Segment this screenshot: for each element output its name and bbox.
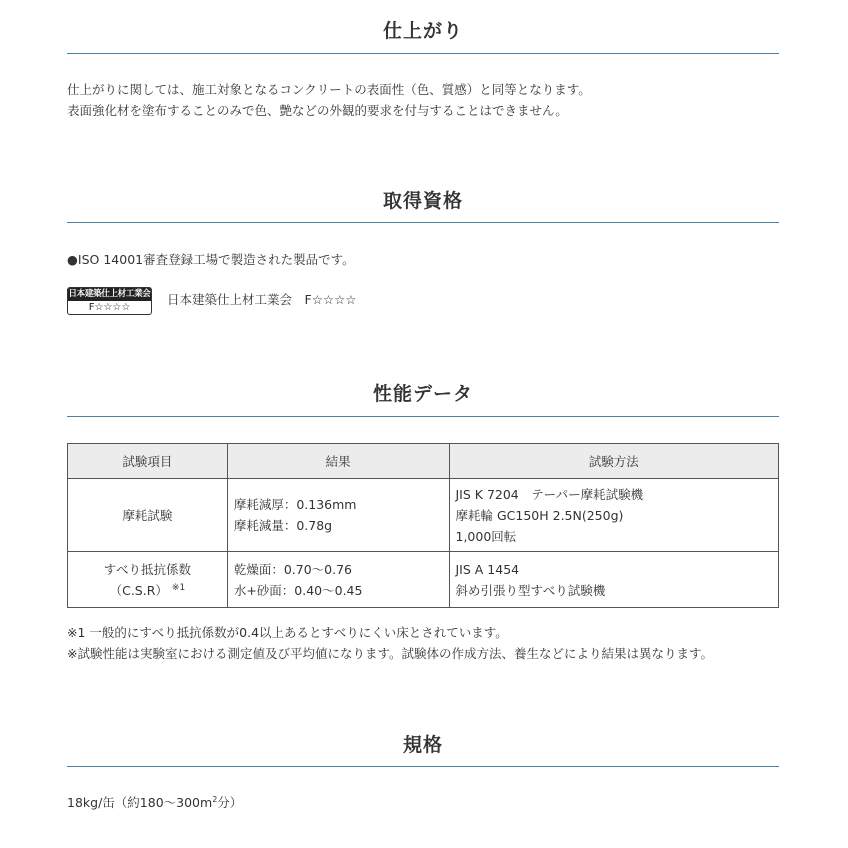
slip-resistance-method [449,552,779,608]
method-line: 斜め引張り型すべり試験機 [455,582,606,598]
badge-bottom-label: F☆☆☆☆ [88,302,131,313]
slip-item-line-2 [74,580,221,601]
slip-resistance-result [227,552,449,608]
result-line: 乾燥面：0.70～0.76 [233,561,352,577]
abrasion-test-result [227,479,449,552]
table-header-row [68,444,779,479]
slip-resistance-item [68,552,228,608]
performance-note-1: ※1 一般的にすべり抵抗係数が0.4以上あるとすべりにくい床とされています。 [67,625,508,640]
result-line: 水+砂面：0.40～0.45 [233,582,363,598]
table-row [68,479,779,552]
performance-notes [67,622,807,664]
header-test-method: 試験方法 [449,444,779,479]
finish-description-line-2: 表面強化材を塗布することのみで色、艶などの外観的要求を付与することはできません。 [67,103,568,118]
finish-section-title: 仕上がり [382,20,463,42]
association-name: 日本建築仕上材工業会 F☆☆☆☆ [167,292,357,307]
header-result: 結果 [227,444,449,479]
slip-item-line-1: すべり抵抗係数 [103,561,192,577]
result-line: 摩耗減量：0.78g [233,518,333,533]
method-line: JIS K 7204 テーパー摩耗試験機 [455,486,644,502]
method-line: 摩耗輪 GC150H 2.5N(250g) [455,507,624,523]
certification-section-divider [67,222,779,223]
performance-section-divider [67,416,779,417]
spec-text-main: 18kg/缶（約180～300m [67,795,213,810]
finish-section-divider [67,53,779,54]
abrasion-test-item: 摩耗試験 [68,479,228,552]
finish-description [67,79,807,121]
certification-section-title: 取得資格 [382,190,463,212]
iso-certification-text: ●ISO 14001審査登録工場で製造された製品です。 [67,252,355,267]
slip-item-note-ref: ※1 [171,582,186,593]
spec-superscript: 2 [212,795,218,804]
header-test-item: 試験項目 [68,444,228,479]
spec-text-end: 分） [217,795,243,810]
abrasion-test-method [449,479,779,552]
method-line: JIS A 1454 [455,561,520,577]
method-line: 1,000回転 [455,528,517,544]
badge-top-label: 日本建築仕上材工業会 [68,289,151,299]
spec-text [67,793,242,813]
performance-table [67,443,779,608]
slip-item-csr: （C.S.R） [109,582,168,598]
result-line: 摩耗減厚：0.136mm [233,497,357,512]
performance-note-2: ※試験性能は実験室における測定値及び平均値になります。試験体の作成方法、養生などにより結果は異なります。 [67,646,713,661]
spec-section-title: 規格 [402,734,443,756]
spec-section-divider [67,766,779,767]
table-row [68,552,779,608]
association-badge-icon [67,287,152,315]
performance-section-title: 性能データ [372,383,473,405]
finish-description-line-1: 仕上がりに関しては、施工対象となるコンクリートの表面性（色、質感）と同等となります。 [67,82,591,97]
